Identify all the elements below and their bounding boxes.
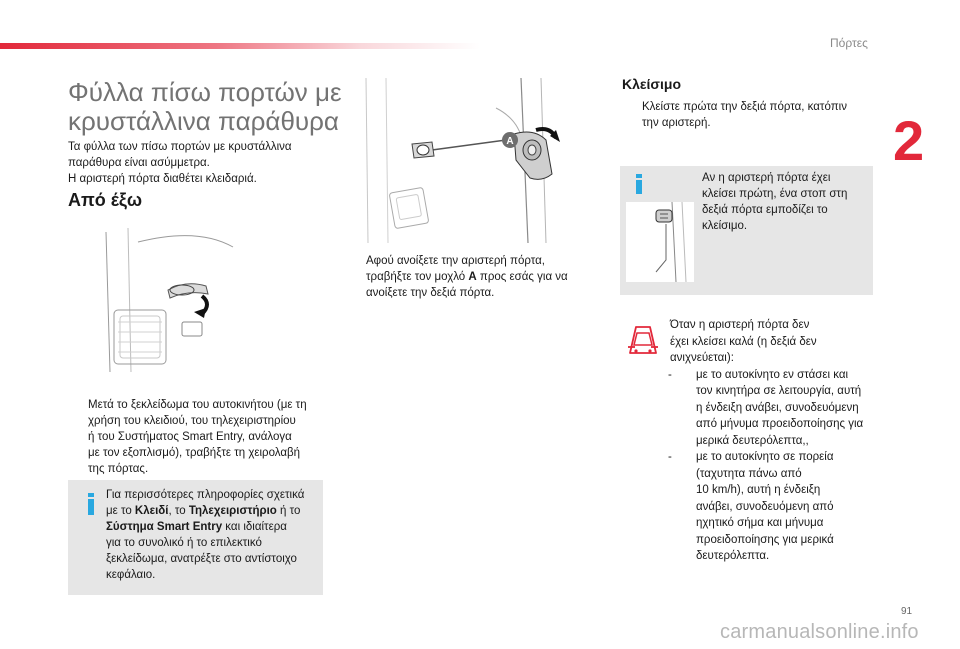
door-stop-illustration bbox=[626, 202, 694, 282]
door-handle-illustration bbox=[98, 222, 238, 372]
bullet-lever: Αφού ανοίξετε την αριστερή πόρτα, τραβήξτε τον μοχλό A προς εσάς για να ανοίξετε την δεξιά πόρτα. bbox=[366, 255, 568, 299]
lever-illustration bbox=[346, 78, 566, 243]
page-title: Φύλλα πίσω πορτών με κρυστάλλινα παράθυρα bbox=[68, 77, 342, 136]
bullet-closing: Κλείστε πρώτα την δεξιά πόρτα, κατόπιν την αριστερή. bbox=[642, 101, 847, 129]
heading-outside: Από έξω bbox=[68, 190, 143, 210]
warning-item-moving: - με το αυτοκίνητο σε πορεία (ταχυτητα πάνω από 10 km/h), αυτή η ένδειξη ανάβει, συνοδευόμενη από ηχητικό σήμα και μήνυμα προειδοποίησης για μερικά δευτερόλεπτα. bbox=[668, 451, 834, 562]
warning-item-stationary: - με το αυτοκίνητο εν στάσει και τον κινητήρα σε λειτουργία, αυτή η ένδειξη ανάβει, συνοδευόμενη από μήνυμα προειδοποίησης για μερικά δευτερόλεπτα,, bbox=[668, 368, 864, 447]
header-gradient-bar bbox=[0, 43, 480, 49]
watermark: carmanualsonline.info bbox=[720, 621, 919, 643]
info-box-outside: Για περισσότερες πληροφορίες σχετικά με το Κλειδί, το Τηλεχειριστήριο ή το Σύστημα Smart Entry και ιδιαίτερα για το συνολικό ή το επιλεκτικό ξεκλείδωμα, ανατρέξτε στο αντίστοιχο κεφάλαιο. bbox=[68, 480, 323, 595]
warning-text: Όταν η αριστερή πόρτα δεν έχει κλείσει καλά (η δεξιά δεν ανιχνεύεται): - με το αυτοκίνητο εν στάσει και τον κινητήρα σε λειτουργία, αυτή η ένδειξη ανάβει, συνοδευόμενη από μήνυμα προειδοποίησης για μερικά δευτερόλεπτα,, - με το αυτοκίνητο σε πορεία (ταχυτητα πάνω από 10 km/h), αυτή η ένδειξη ανάβει, συνοδευόμενη από ηχητικό σήμα και μήνυμα προειδοποίησης για μερικά δευτερόλεπτα. bbox=[670, 317, 880, 565]
info-icon bbox=[88, 499, 94, 515]
heading-closing: Κλείσιμο bbox=[622, 76, 682, 92]
info-box-closing: Αν η αριστερή πόρτα έχει κλείσει πρώτη, ένα στοπ στη δεξιά πόρτα εμποδίζει το κλείσιμο. bbox=[620, 166, 873, 295]
info-icon bbox=[636, 180, 642, 194]
door-open-warning-icon bbox=[626, 323, 660, 357]
intro-text: Τα φύλλα των πίσω πορτών με κρυστάλλινα παράθυρα είναι ασύμμετρα. Η αριστερή πόρτα διαθέτει κλειδαριά. bbox=[68, 141, 292, 185]
callout-a: A bbox=[506, 136, 514, 147]
section-label: Πόρτες bbox=[830, 36, 868, 50]
bullet-outside: Μετά το ξεκλείδωμα του αυτοκινήτου (με τη χρήση του κλειδιού, του τηλεχειριστηρίου ή του Συστήματος Smart Entry, ανάλογα με τον εξοπλισμό), τραβήξτε τη χειρολαβή της πόρτας. bbox=[88, 399, 307, 475]
chapter-number: 2 bbox=[893, 109, 925, 172]
page-number: 91 bbox=[901, 606, 913, 617]
